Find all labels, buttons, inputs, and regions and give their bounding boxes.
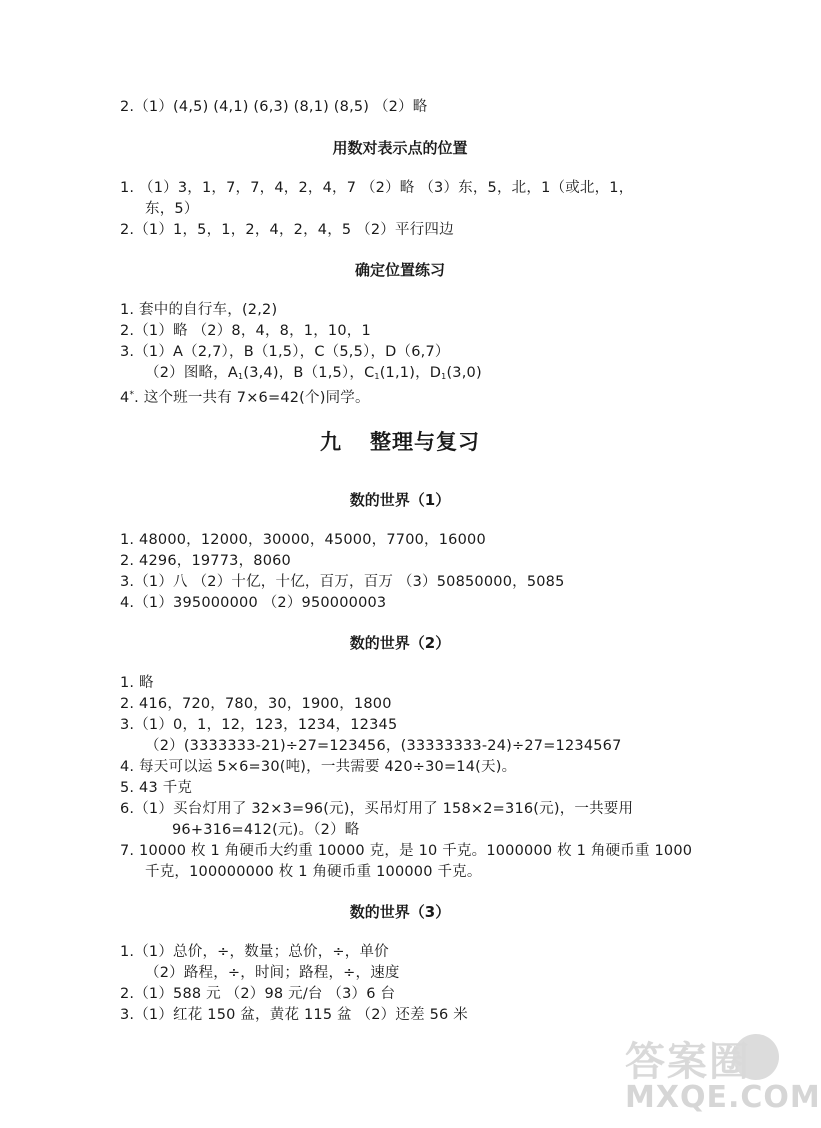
answer-line [145, 363, 482, 387]
watermark-text-top: 答案圈 [625, 1039, 751, 1085]
answer-line: 2.（1）略 （2）8，4，8，1，10，1 [120, 323, 371, 339]
section-title-world-2: 数的世界（2） [349, 634, 451, 652]
subscript: 1 [238, 372, 244, 381]
chapter-number: 九 [320, 430, 342, 454]
section-title-world-1: 数的世界（1） [349, 491, 451, 509]
answer-line [120, 385, 370, 408]
answer-line: 2. 4296，19773，8060 [120, 553, 291, 569]
section-title-position: 用数对表示点的位置 [332, 139, 468, 157]
answer-line: 1. 48000，12000，30000，45000，7700，16000 [120, 532, 486, 548]
answer-line: 2.（1）(4,5) (4,1) (6,3) (8,1) (8,5) （2）略 [120, 99, 428, 115]
challenge-star: * [129, 390, 135, 400]
answer-line: 4. 每天可以运 5×6=30(吨)，一共需要 420÷30=14(天)。 [120, 759, 517, 775]
answer-line: 3.（1）红花 150 盆，黄花 115 盆 （2）还差 56 米 [120, 1007, 468, 1023]
answer-line: 5. 43 千克 [120, 780, 193, 796]
answer-line: 96+316=412(元)。（2）略 [172, 822, 360, 838]
answer-line: 东，5） [145, 201, 199, 217]
chapter-title [0, 428, 800, 456]
answer-line: 2. 416，720，780，30，1900，1800 [120, 696, 392, 712]
answer-line: 2.（1）588 元 （2）98 元/台 （3）6 台 [120, 986, 396, 1002]
watermark-logo [625, 1030, 821, 1120]
answer-line: 1. （1）3，1，7，7，4，2，4，7 （2）略 （3）东，5，北，1（或北，1， [120, 180, 634, 196]
answer-text: (3,4)，B（1,5），C [243, 365, 375, 381]
answer-number: 4 [120, 390, 130, 406]
subscript: 1 [441, 372, 447, 381]
answer-text: (3,0) [446, 365, 482, 381]
answer-line: 3.（1）八 （2）十亿，十亿，百万，百万 （3）50850000，5085 [120, 574, 565, 590]
section-title-practice: 确定位置练习 [354, 261, 445, 279]
answer-line: 2.（1）1，5，1，2，4，2，4，5 （2）平行四边 [120, 222, 454, 238]
answer-line: 1. 略 [120, 675, 154, 691]
answer-line: （2）路程，÷，时间；路程，÷，速度 [145, 965, 400, 981]
answer-text: . 这个班一共有 7×6=42(个)同学。 [134, 390, 370, 406]
watermark-text-bottom: MXQE.COM [625, 1080, 821, 1115]
answer-text: （2）图略，A [145, 365, 239, 381]
answer-text: (1,1)，D [379, 365, 442, 381]
answer-line: 3.（1）0，1，12，123，1234，12345 [120, 717, 398, 733]
subscript: 1 [374, 372, 380, 381]
chapter-name: 整理与复习 [370, 430, 480, 454]
answer-line: 4.（1）395000000 （2）950000003 [120, 595, 387, 611]
answer-line: 3.（1）A（2,7），B（1,5），C（5,5），D（6,7） [120, 344, 450, 360]
answer-line: 6.（1）买台灯用了 32×3=96(元)，买吊灯用了 158×2=316(元)，一共要用 [120, 801, 634, 817]
answer-line: 7. 10000 枚 1 角硬币大约重 10000 克，是 10 千克。1000000 枚 1 角硬币重 1000 [120, 843, 693, 859]
answer-line: 千克，100000000 枚 1 角硬币重 100000 千克。 [145, 864, 482, 880]
answer-line: 1.（1）总价，÷，数量；总价，÷，单价 [120, 944, 389, 960]
answer-line: （2）(3333333-21)÷27=123456，(33333333-24)÷27=1234567 [145, 738, 622, 754]
answer-line: 1. 套中的自行车，(2,2) [120, 302, 278, 318]
section-title-world-3: 数的世界（3） [349, 903, 451, 921]
